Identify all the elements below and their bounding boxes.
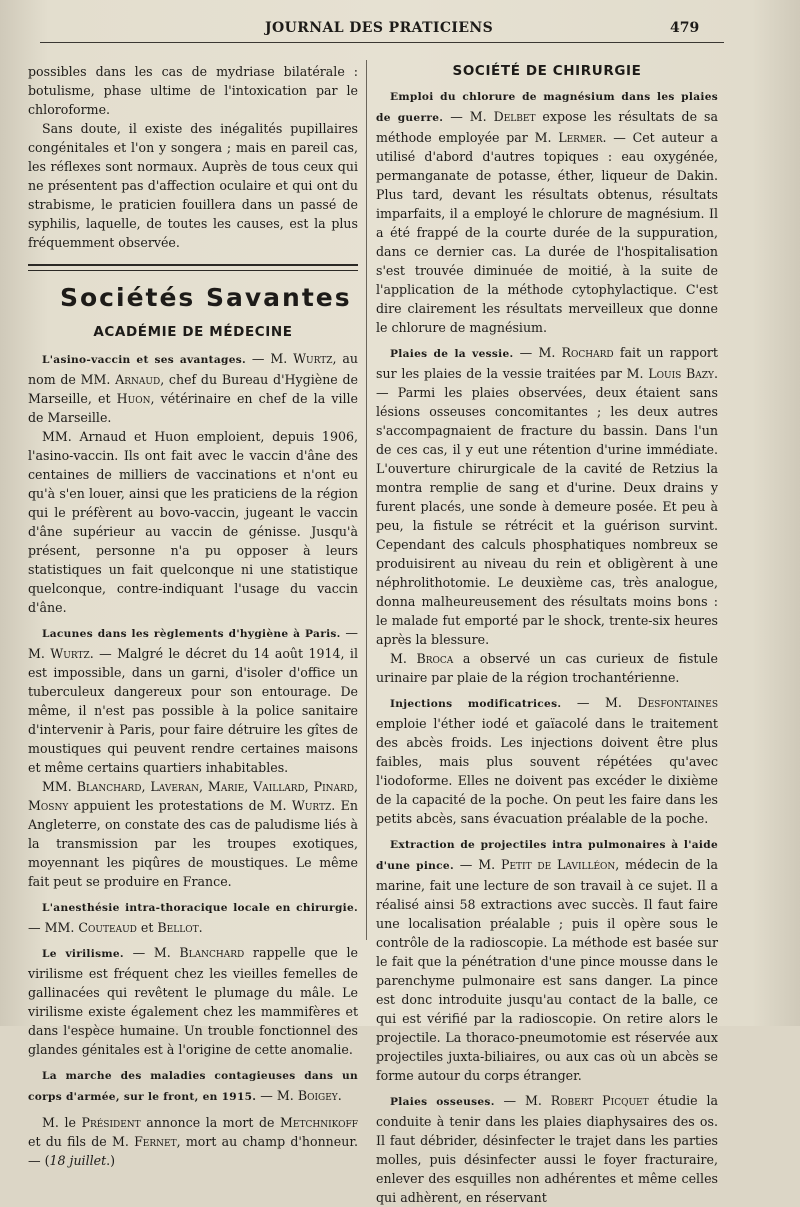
author-name: Metchnikoff bbox=[280, 1115, 359, 1130]
text-run: — M. bbox=[494, 1093, 551, 1108]
vessie-paragraph bbox=[376, 343, 718, 649]
text-run: M. le bbox=[42, 1115, 82, 1130]
left-column bbox=[28, 62, 358, 1170]
lacunes-paragraph-2 bbox=[28, 777, 358, 891]
text-run: — M. bbox=[513, 345, 562, 360]
marche-paragraph bbox=[28, 1065, 358, 1107]
text-run: . — Parmi les plaies observées, deux étaient sans lésions osseuses concomitantes ; les deux autres s'accompagnaient de fracture du bassin. Dans l'un de ces cas, il y eut une rétention d'urine immédiate. L'ouverture chirurgicale de la cavité de Retzius la montra remplie de sang et d'urine. Deux drains y furent placés, une sonde à demeure posée. Et peu à peu, la fistule se rétrécit et la guérison survint. Cependant des calculs phosphatiques nombreux se produisirent au niveau du rein et obligèrent à une néphrolithotomie. Le deuxième cas, très analogue, donna malheureusement des résultats moins bons : le malade fut emporté par le shock, trente-six heures après la blessure. bbox=[376, 366, 718, 647]
text-run: emploie l'éther iodé et gaïacolé dans le traitement des abcès froids. Les injections doivent être plus faibles, mais plus souvent répétées qu'avec l'iodoforme. Elles ne doivent pas excéder le dixième de la capacité de la poche. On peut les faire dans les petits abcès, sans évacuation préalable de la poche. bbox=[376, 716, 718, 826]
text-run: a observé un cas curieux de fistule urinaire par plaie de la région trochantérienne. bbox=[376, 651, 718, 685]
virilisme-rubric: Le virilisme. bbox=[42, 948, 124, 960]
author-name: Petit de Lavilléon bbox=[500, 857, 616, 872]
journal-title: JOURNAL DES PRATICIENS bbox=[265, 20, 494, 36]
author-name: Blanchard bbox=[179, 945, 245, 960]
author-name: Fernet bbox=[134, 1134, 177, 1149]
lacunes-paragraph bbox=[28, 623, 358, 777]
author-name: Huon bbox=[116, 391, 151, 406]
text-run: MM. bbox=[42, 779, 77, 794]
text-run: — M. bbox=[28, 625, 358, 661]
text-run: — MM. bbox=[28, 920, 79, 935]
academie-title: ACADÉMIE DE MÉDECINE bbox=[93, 324, 293, 340]
asino-paragraph bbox=[28, 349, 358, 427]
running-head bbox=[0, 16, 800, 46]
text-run: — M. bbox=[561, 695, 638, 710]
intro-paragraph-1: possibles dans les cas de mydriase bilatérale : botulisme, phase ultime de l'intoxication par le chloroforme. bbox=[28, 64, 358, 117]
extraction-paragraph bbox=[376, 834, 718, 1085]
author-name: Rochard bbox=[561, 345, 614, 360]
section-title: Sociétés Savantes bbox=[60, 283, 352, 312]
asino-rubric: L'asino-vaccin et ses avantages. bbox=[42, 354, 247, 366]
author-name: Delbet bbox=[493, 109, 536, 124]
text-run: . bbox=[198, 920, 203, 935]
author-name: Arnaud bbox=[115, 372, 161, 387]
text-run: , au nom de MM. bbox=[28, 351, 358, 387]
chirurgie-title: SOCIÉTÉ DE CHIRURGIE bbox=[452, 63, 642, 79]
page-number: 479 bbox=[670, 20, 700, 36]
text-run: annonce la mort de bbox=[140, 1115, 281, 1130]
intro-paragraph-2: Sans doute, il existe des inégalités pupillaires congénitales et l'on y songera ; mais en pareil cas, les réflexes sont normaux. Auprès de tous ceux qui ne présentent pas d'affection oculaire et qui ont du strabisme, le praticien fouillera dans un passé de syphilis, laquelle, de toutes les causes, est la plus fréquemment observée. bbox=[28, 121, 358, 250]
marche-rubric: La marche des maladies contagieuses dans un corps d'armée, sur le front, en 1915. bbox=[28, 1070, 358, 1103]
author-name: Couteaud bbox=[78, 920, 137, 935]
text-run: . bbox=[337, 1088, 342, 1103]
text-run: . En Angleterre, on constate des cas de paludisme liés à la transmission par les troupes exotiques, moyennant les piqûres de moustiques. Le même fait peut se produire en France. bbox=[28, 798, 358, 889]
date-text: 18 juillet bbox=[49, 1153, 107, 1168]
text-run: , mort au champ d'honneur. — ( bbox=[28, 1134, 359, 1168]
author-name: Wurtz bbox=[50, 646, 90, 661]
osseuses-rubric: Plaies osseuses. bbox=[390, 1096, 495, 1108]
author-name: Robert Picquet bbox=[550, 1093, 649, 1108]
text-run: M. bbox=[390, 651, 417, 666]
text-run: — M. bbox=[256, 1088, 298, 1103]
author-name: Bellot bbox=[157, 920, 199, 935]
chlorure-paragraph bbox=[376, 86, 718, 337]
text-run: étudie la conduite à tenir dans les plaies diaphysaires des os. Il faut débrider, désinfecter le trajet dans les parties molles, puis désinfecter aussi le foyer fracturaire, enlever des esquilles non adhérentes et même celles qui adhèrent, en réservant bbox=[376, 1093, 718, 1205]
extraction-rubric: Extraction de projectiles intra pulmonaires à l'aide d'une pince. bbox=[376, 839, 718, 872]
text-run: — M. bbox=[443, 109, 494, 124]
vessie-rubric: Plaies de la vessie. bbox=[390, 348, 514, 360]
author-name: Broca bbox=[416, 651, 454, 666]
president-paragraph bbox=[28, 1113, 358, 1170]
text-run: fait un rapport sur les plaies de la vessie traitées par M. bbox=[376, 345, 718, 381]
text-run: . — Cet auteur a utilisé d'abord d'autres topiques : eau oxygénée, permanganate de potasse, éther, liqueur de Dakin. Plus tard, devant les résultats obtenus, résultats imparfaits, il a employé le chlorure de magnésium. Il a été frappé de la courte durée de la suppuration, dans ce dernier cas. La durée de l'hospitalisation s'est trouvée diminuée de moitié, à la suite de l'application de la méthode cytophylactique. C'est dire clairement les résultats merveilleux que donne le chlorure de magnésium. bbox=[376, 130, 718, 335]
asino-paragraph-2: MM. Arnaud et Huon emploient, depuis 1906, l'asino-vaccin. Ils ont fait avec le vaccin d'âne des centaines de milliers de vaccinations et n'ont eu qu'à s'en louer, ainsi que les praticiens de la région qui le préfèrent au bovo-vaccin, jugeant le vaccin d'âne supérieur au vaccin de génisse. Jusqu'à présent, personne n'a pu opposer à leurs statistiques un fait quelconque ni une statistique quelconque, contre-indiquant l'usage du vaccin d'âne. bbox=[28, 429, 358, 615]
osseuses-paragraph bbox=[376, 1091, 718, 1207]
author-name: Desfontaines bbox=[637, 695, 718, 710]
text-run: , chef du Bureau d'Hygiène de Marseille, et bbox=[28, 372, 359, 406]
author-name: Louis Bazy bbox=[648, 366, 714, 381]
text-run: appuient les protestations de M. bbox=[68, 798, 292, 813]
text-run: .) bbox=[106, 1153, 116, 1168]
author-name: Wurtz bbox=[291, 798, 332, 813]
author-names: Blanchard, Laveran, Marie, Vaillard, Pinard, Mosny bbox=[28, 779, 358, 813]
text-run: — M. bbox=[246, 351, 294, 366]
injections-paragraph bbox=[376, 693, 718, 828]
vessie-paragraph-2 bbox=[376, 649, 718, 687]
lacunes-rubric: Lacunes dans les règlements d'hygiène à Paris. bbox=[42, 628, 341, 640]
text-run: — M. bbox=[453, 857, 501, 872]
author-name: Président bbox=[81, 1115, 141, 1130]
text-run: . — Malgré le décret du 14 août 1914, il est impossible, dans un garni, d'isoler d'office un tuberculeux dangereux pour son entourage. De même, il n'est pas possible à la police sanitaire d'intervenir à Paris, pour faire détruire les gîtes de moustiques qui peuvent rendre certaines maisons et même certains quartiers inhabitables. bbox=[28, 646, 358, 775]
anesthesie-rubric: L'anesthésie intra-thoracique locale en chirurgie. bbox=[42, 902, 358, 914]
text-run: rappelle que le virilisme est fréquent chez les vieilles femelles de gallinacées qui revêtent le plumage du mâle. Le virilisme existe également chez les mammifères et dans l'espèce humaine. Un trouble fonctionnel des glandes génitales est à l'origine de cette anomalie. bbox=[28, 945, 358, 1057]
header-rule bbox=[40, 42, 724, 43]
right-column bbox=[376, 62, 718, 1207]
text-run: , vétérinaire en chef de la ville de Marseille. bbox=[28, 391, 358, 425]
section-separator bbox=[28, 264, 358, 271]
anesthesie-paragraph bbox=[28, 897, 358, 937]
text-run: , médecin de la marine, fait une lecture de son travail à ce sujet. Il a réalisé ainsi 58 extractions avec succès. Il faut faire une localisation préalable ; puis il opère sous le contrôle de la radioscopie. La méthode est basée sur le fait que la pénétration d'une pince mousse dans le parenchyme pulmonaire est sans danger. La pince est donc introduite jusqu'au contact de la balle, ce qui est vérifié par la radioscopie. On retire alors le projectile. La thoraco-pneumotomie est réservée aux projectiles juxta-biliaires, ou aux cas où un abcès se forme autour du corps étranger. bbox=[376, 857, 718, 1083]
text-run: expose les résultats de sa méthode employée par M. bbox=[376, 109, 718, 145]
author-name: Boigey bbox=[297, 1088, 338, 1103]
text-run: — M. bbox=[123, 945, 180, 960]
column-divider bbox=[366, 60, 367, 940]
chlorure-rubric: Emploi du chlorure de magnésium dans les plaies de guerre. bbox=[376, 91, 718, 124]
author-name: Lermer bbox=[558, 130, 603, 145]
author-name: Wurtz bbox=[293, 351, 333, 366]
virilisme-paragraph bbox=[28, 943, 358, 1059]
injections-rubric: Injections modificatrices. bbox=[390, 698, 562, 710]
text-run: et bbox=[136, 920, 158, 935]
text-run: et du fils de M. bbox=[28, 1134, 135, 1149]
